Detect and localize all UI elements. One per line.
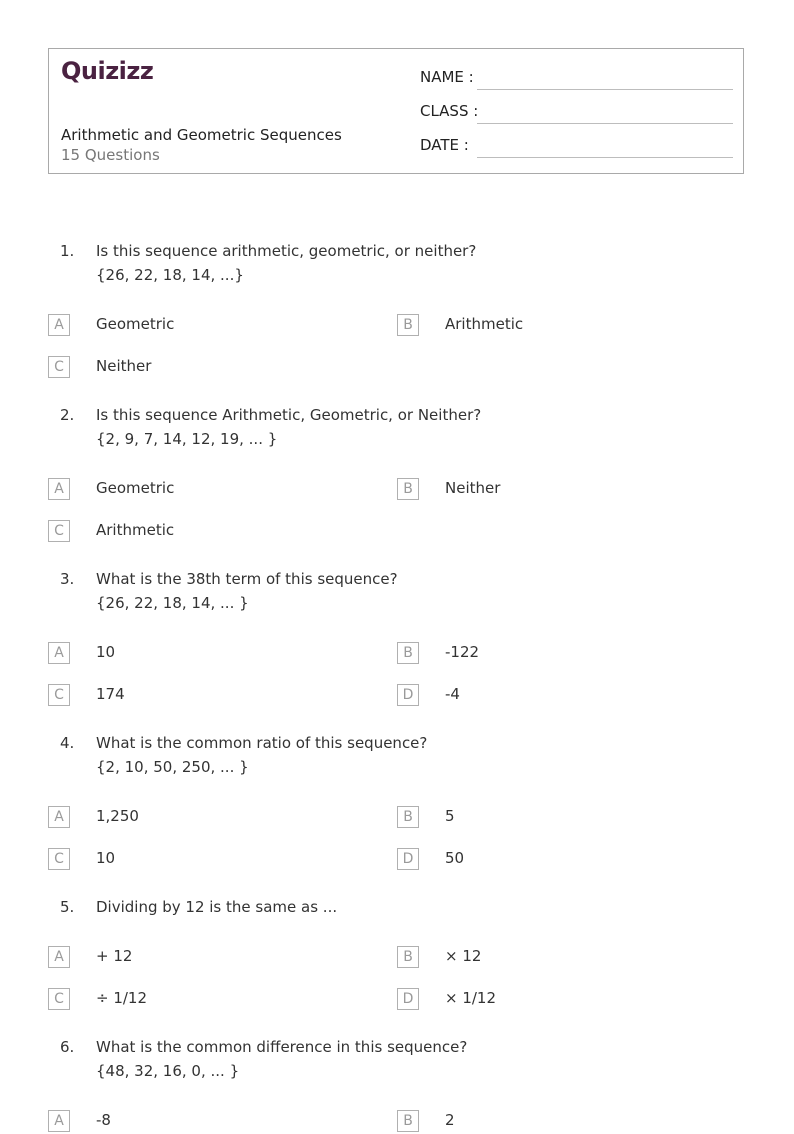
option-text: -122: [445, 643, 480, 661]
class-field-line[interactable]: [477, 123, 733, 124]
question-text: What is the common difference in this sequence?: [96, 1038, 468, 1056]
option-text: 50: [445, 849, 465, 867]
option-letter-box: B: [397, 806, 419, 828]
option-text: ÷ 1/12: [96, 989, 148, 1007]
question-text: What is the common ratio of this sequence?: [96, 734, 428, 752]
question-sequence: {48, 32, 16, 0, ... }: [96, 1062, 240, 1080]
option-text: Arithmetic: [445, 315, 524, 333]
option-letter-box: A: [48, 314, 70, 336]
option-text: × 12: [445, 947, 482, 965]
name-field-line[interactable]: [477, 89, 733, 90]
date-field-line[interactable]: [477, 157, 733, 158]
option-letter-box: A: [48, 946, 70, 968]
class-label: CLASS :: [420, 102, 479, 120]
option-letter-box: C: [48, 684, 70, 706]
option-text: -4: [445, 685, 460, 703]
quizizz-logo: Quizizz: [61, 57, 154, 85]
question-sequence: {26, 22, 18, 14, ... }: [96, 594, 249, 612]
option-letter-box: C: [48, 988, 70, 1010]
option-letter-box: B: [397, 314, 419, 336]
option-letter-box: C: [48, 356, 70, 378]
question-number: 5.: [60, 898, 75, 916]
option-text: 1,250: [96, 807, 139, 825]
question-sequence: {2, 10, 50, 250, ... }: [96, 758, 249, 776]
name-label: NAME :: [420, 68, 474, 86]
question-sequence: {2, 9, 7, 14, 12, 19, ... }: [96, 430, 278, 448]
question-count: 15 Questions: [61, 146, 160, 164]
option-text: Neither: [96, 357, 152, 375]
question-text: What is the 38th term of this sequence?: [96, 570, 398, 588]
worksheet-header: [48, 48, 744, 174]
question-number: 1.: [60, 242, 75, 260]
option-letter-box: B: [397, 478, 419, 500]
option-letter-box: A: [48, 642, 70, 664]
option-text: 10: [96, 849, 116, 867]
option-letter-box: A: [48, 806, 70, 828]
option-letter-box: D: [397, 988, 419, 1010]
option-text: Arithmetic: [96, 521, 175, 539]
question-number: 2.: [60, 406, 75, 424]
option-letter-box: C: [48, 520, 70, 542]
option-text: Geometric: [96, 479, 175, 497]
option-letter-box: B: [397, 1110, 419, 1132]
worksheet-title: Arithmetic and Geometric Sequences: [61, 126, 342, 144]
question-text: Is this sequence arithmetic, geometric, or neither?: [96, 242, 477, 260]
option-letter-box: D: [397, 848, 419, 870]
option-text: Geometric: [96, 315, 175, 333]
option-text: Neither: [445, 479, 501, 497]
option-letter-box: D: [397, 684, 419, 706]
option-text: 5: [445, 807, 455, 825]
option-letter-box: B: [397, 642, 419, 664]
option-text: 174: [96, 685, 125, 703]
option-letter-box: B: [397, 946, 419, 968]
question-sequence: {26, 22, 18, 14, ...}: [96, 266, 244, 284]
option-text: × 1/12: [445, 989, 497, 1007]
option-letter-box: A: [48, 1110, 70, 1132]
date-label: DATE :: [420, 136, 469, 154]
option-letter-box: A: [48, 478, 70, 500]
question-number: 3.: [60, 570, 75, 588]
question-text: Is this sequence Arithmetic, Geometric, or Neither?: [96, 406, 482, 424]
question-number: 4.: [60, 734, 75, 752]
option-text: 10: [96, 643, 116, 661]
question-number: 6.: [60, 1038, 75, 1056]
option-text: -8: [96, 1111, 111, 1129]
option-letter-box: C: [48, 848, 70, 870]
option-text: + 12: [96, 947, 133, 965]
option-text: 2: [445, 1111, 455, 1129]
question-text: Dividing by 12 is the same as ...: [96, 898, 338, 916]
